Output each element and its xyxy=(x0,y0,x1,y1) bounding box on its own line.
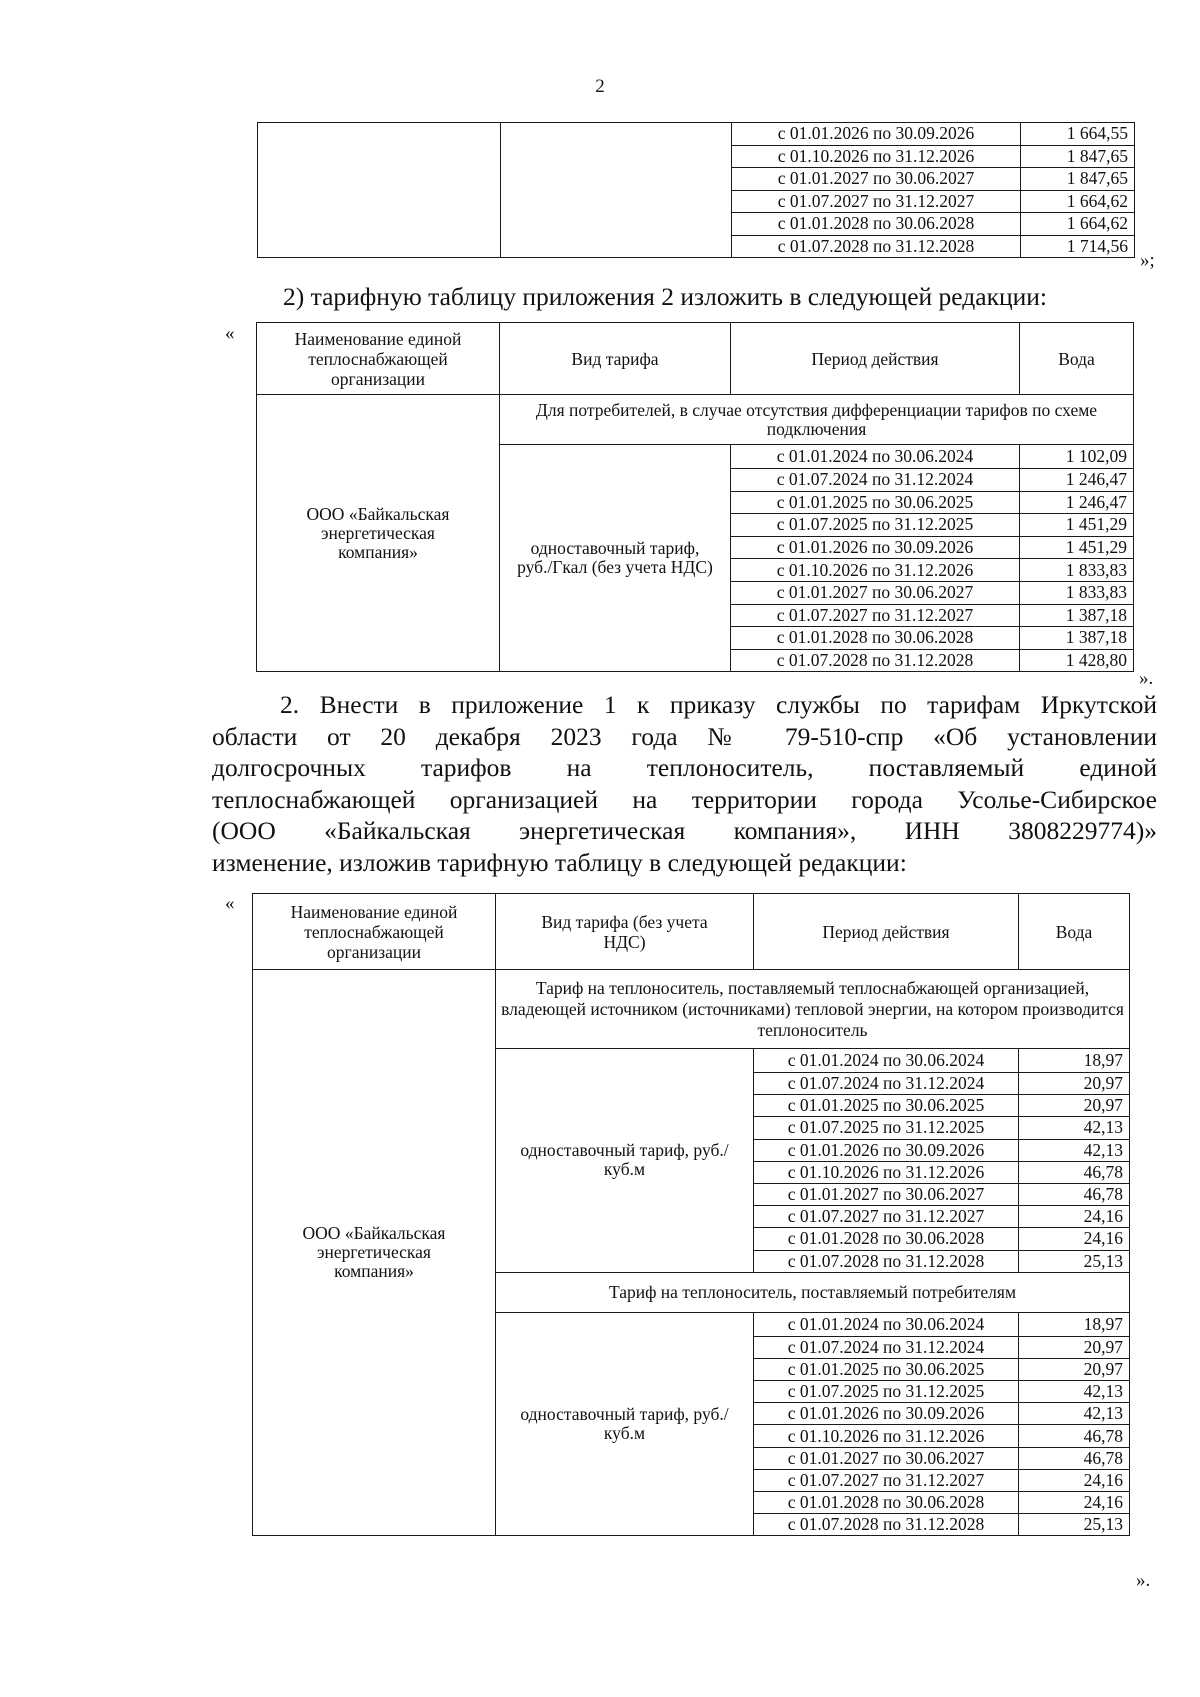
period-cell: с 01.07.2024 по 31.12.2024 xyxy=(754,1336,1019,1358)
table2-closing-mark: ». xyxy=(1139,668,1154,689)
col-header-org: Наименование единой теплоснабжающей организации xyxy=(257,323,500,395)
period-cell: с 01.07.2028 по 31.12.2028 xyxy=(732,235,1021,258)
period-cell: с 01.07.2027 по 31.12.2027 xyxy=(731,604,1020,627)
period-cell: с 01.07.2025 по 31.12.2025 xyxy=(754,1117,1019,1139)
period-cell: с 01.01.2024 по 30.06.2024 xyxy=(731,445,1020,469)
value-cell: 18,97 xyxy=(1019,1049,1130,1073)
period-cell: с 01.07.2025 по 31.12.2025 xyxy=(731,514,1020,537)
value-cell: 1 833,83 xyxy=(1020,559,1134,582)
period-cell: с 01.10.2026 по 31.12.2026 xyxy=(754,1425,1019,1447)
tariff-description: одноставочный тариф, руб./Гкал (без учета НДС) xyxy=(500,445,731,672)
period-cell: с 01.01.2026 по 30.09.2026 xyxy=(732,123,1021,146)
value-cell: 46,78 xyxy=(1019,1425,1130,1447)
value-cell: 24,16 xyxy=(1019,1469,1130,1491)
item2-heading: 2) тарифную таблицу приложения 2 изложить в следующей редакции: xyxy=(283,282,1047,311)
blank-tariff-cell xyxy=(501,123,732,258)
value-cell: 24,16 xyxy=(1019,1228,1130,1250)
period-cell: с 01.01.2028 по 30.06.2028 xyxy=(732,213,1021,236)
period-cell: с 01.07.2028 по 31.12.2028 xyxy=(754,1250,1019,1272)
value-cell: 25,13 xyxy=(1019,1250,1130,1272)
period-cell: с 01.01.2027 по 30.06.2027 xyxy=(731,581,1020,604)
period-cell: с 01.07.2024 по 31.12.2024 xyxy=(731,469,1020,492)
table-row xyxy=(258,123,1135,146)
col-header-period: Период действия xyxy=(754,894,1019,970)
section1-title: Тариф на теплоноситель, поставляемый теплоснабжающей организацией, владеющей источником (источниками) тепловой энергии, на котором производится теплоноситель xyxy=(496,970,1130,1049)
period-cell: с 01.01.2027 по 30.06.2027 xyxy=(754,1183,1019,1205)
period-cell: с 01.07.2024 по 31.12.2024 xyxy=(754,1073,1019,1095)
value-cell: 1 246,47 xyxy=(1020,491,1134,514)
value-cell: 1 714,56 xyxy=(1021,235,1135,258)
value-cell: 1 664,62 xyxy=(1021,213,1135,236)
value-cell: 1 428,80 xyxy=(1020,649,1134,672)
value-cell: 20,97 xyxy=(1019,1358,1130,1380)
heat-tariff-table xyxy=(256,322,1134,672)
value-cell: 1 664,62 xyxy=(1021,190,1135,213)
paragraph-line: теплоснабжающей организацией на территории города Усолье-Сибирское xyxy=(212,784,1157,814)
value-cell: 46,78 xyxy=(1019,1161,1130,1183)
value-cell: 42,13 xyxy=(1019,1381,1130,1403)
value-cell: 42,13 xyxy=(1019,1117,1130,1139)
table2-open-quote: « xyxy=(225,323,235,344)
period-cell: с 01.10.2026 по 31.12.2026 xyxy=(731,559,1020,582)
period-cell: с 01.01.2027 по 30.06.2027 xyxy=(754,1447,1019,1469)
period-cell: с 01.01.2028 по 30.06.2028 xyxy=(731,627,1020,650)
value-cell: 1 847,65 xyxy=(1021,168,1135,191)
value-cell: 1 664,55 xyxy=(1021,123,1135,146)
paragraph-line: 2. Внести в приложение 1 к приказу службы по тарифам Иркутской xyxy=(280,690,1157,719)
period-cell: с 01.10.2026 по 31.12.2026 xyxy=(732,145,1021,168)
col-header-water: Вода xyxy=(1020,323,1134,395)
period-cell: с 01.01.2025 по 30.06.2025 xyxy=(754,1358,1019,1380)
period-cell: с 01.01.2028 по 30.06.2028 xyxy=(754,1492,1019,1514)
period-cell: с 01.01.2026 по 30.09.2026 xyxy=(754,1403,1019,1425)
value-cell: 24,16 xyxy=(1019,1206,1130,1228)
period-cell: с 01.01.2026 по 30.09.2026 xyxy=(731,536,1020,559)
period-cell: с 01.07.2027 по 31.12.2027 xyxy=(732,190,1021,213)
period-cell: с 01.07.2028 по 31.12.2028 xyxy=(754,1514,1019,1536)
period-cell: с 01.01.2028 по 30.06.2028 xyxy=(754,1228,1019,1250)
period-cell: с 01.07.2028 по 31.12.2028 xyxy=(731,649,1020,672)
value-cell: 25,13 xyxy=(1019,1514,1130,1536)
value-cell: 42,13 xyxy=(1019,1403,1130,1425)
table3-open-quote: « xyxy=(225,893,235,914)
value-cell: 18,97 xyxy=(1019,1312,1130,1336)
blank-org-cell xyxy=(258,123,501,258)
period-cell: с 01.01.2024 по 30.06.2024 xyxy=(754,1312,1019,1336)
col-header-org: Наименование единой теплоснабжающей организации xyxy=(253,894,496,970)
value-cell: 42,13 xyxy=(1019,1139,1130,1161)
paragraph-2 xyxy=(212,689,1157,878)
value-cell: 1 451,29 xyxy=(1020,514,1134,537)
col-header-water: Вода xyxy=(1019,894,1130,970)
value-cell: 20,97 xyxy=(1019,1095,1130,1117)
value-cell: 1 246,47 xyxy=(1020,469,1134,492)
period-cell: с 01.01.2025 по 30.06.2025 xyxy=(754,1095,1019,1117)
table3-closing-mark: ». xyxy=(1136,1570,1151,1591)
period-cell: с 01.07.2025 по 31.12.2025 xyxy=(754,1381,1019,1403)
table-top-closing-mark: »; xyxy=(1140,250,1155,271)
paragraph-line: области от 20 декабря 2023 года № 79-510-спр «Об установлении xyxy=(212,721,1157,751)
value-cell: 20,97 xyxy=(1019,1073,1130,1095)
col-header-tariff-type: Вид тарифа xyxy=(500,323,731,395)
value-cell: 1 833,83 xyxy=(1020,581,1134,604)
value-cell: 1 387,18 xyxy=(1020,627,1134,650)
value-cell: 1 102,09 xyxy=(1020,445,1134,469)
period-cell: с 01.01.2027 по 30.06.2027 xyxy=(732,168,1021,191)
paragraph-line: изменение, изложив тарифную таблицу в следующей редакции: xyxy=(212,847,907,877)
section1-tariff-description: одноставочный тариф, руб./куб.м xyxy=(496,1049,754,1273)
value-cell: 20,97 xyxy=(1019,1336,1130,1358)
org-name-cell: ООО «Байкальская энергетическая компания» xyxy=(253,970,496,1536)
value-cell: 1 387,18 xyxy=(1020,604,1134,627)
col-header-tariff-type: Вид тарифа (без учета НДС) xyxy=(496,894,754,970)
coolant-tariff-table xyxy=(252,893,1130,1536)
section-title: Для потребителей, в случае отсутствия дифференциации тарифов по схеме подключения xyxy=(500,395,1134,445)
col-header-period: Период действия xyxy=(731,323,1020,395)
period-cell: с 01.10.2026 по 31.12.2026 xyxy=(754,1161,1019,1183)
period-cell: с 01.01.2026 по 30.09.2026 xyxy=(754,1139,1019,1161)
section2-title: Тариф на теплоноситель, поставляемый потребителям xyxy=(496,1272,1130,1312)
page-number: 2 xyxy=(595,76,605,97)
value-cell: 1 451,29 xyxy=(1020,536,1134,559)
value-cell: 1 847,65 xyxy=(1021,145,1135,168)
tariff-table-continued xyxy=(257,122,1135,258)
period-cell: с 01.01.2024 по 30.06.2024 xyxy=(754,1049,1019,1073)
paragraph-line: (ООО «Байкальская энергетическая компания», ИНН 3808229774)» xyxy=(212,816,1157,845)
period-cell: с 01.07.2027 по 31.12.2027 xyxy=(754,1469,1019,1491)
value-cell: 24,16 xyxy=(1019,1492,1130,1514)
value-cell: 46,78 xyxy=(1019,1447,1130,1469)
section2-tariff-description: одноставочный тариф, руб./куб.м xyxy=(496,1312,754,1536)
org-name-cell: ООО «Байкальская энергетическая компания» xyxy=(257,395,500,672)
period-cell: с 01.07.2027 по 31.12.2027 xyxy=(754,1206,1019,1228)
period-cell: с 01.01.2025 по 30.06.2025 xyxy=(731,491,1020,514)
value-cell: 46,78 xyxy=(1019,1183,1130,1205)
paragraph-line: долгосрочных тарифов на теплоноситель, поставляемый единой xyxy=(212,753,1157,782)
